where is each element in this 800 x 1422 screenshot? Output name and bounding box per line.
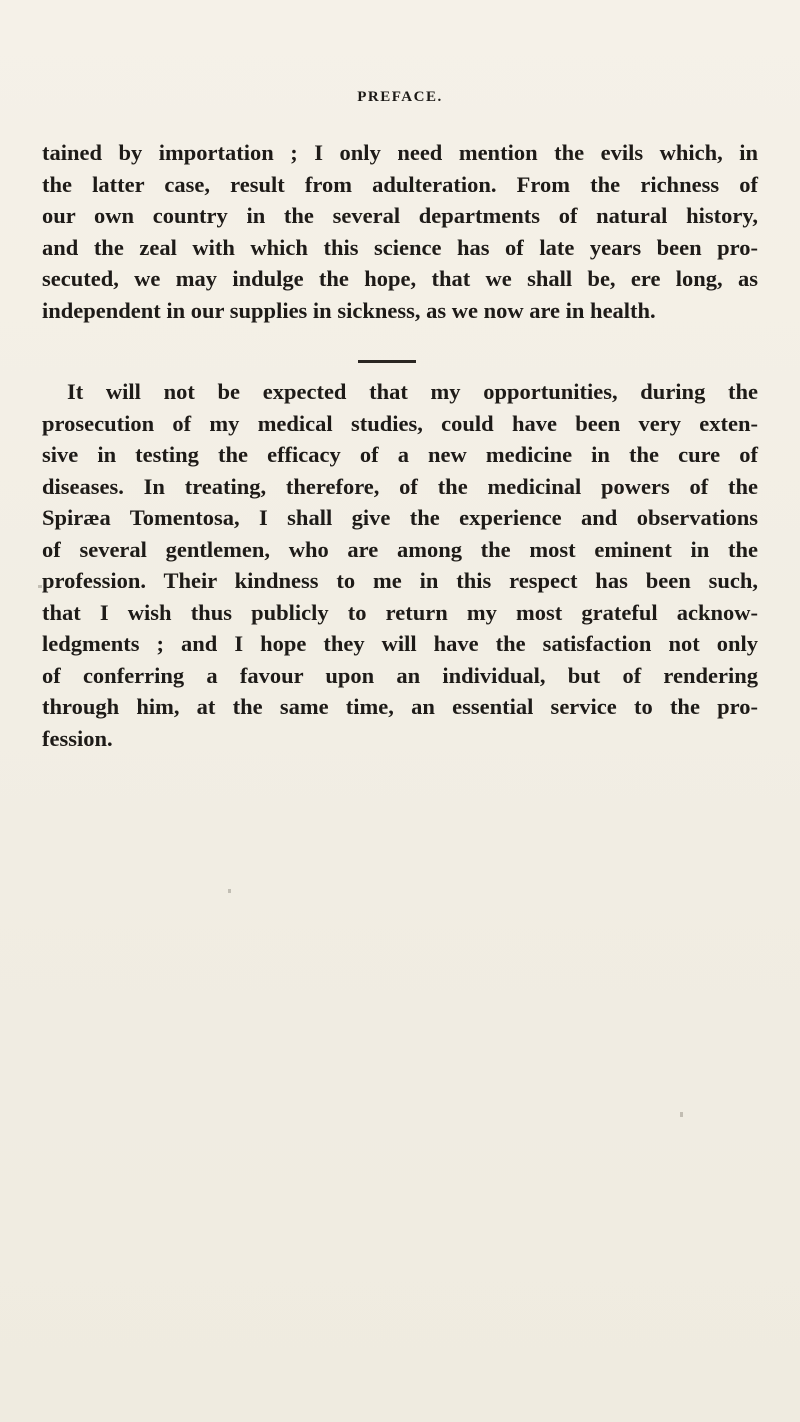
text-line: ledgments ; and I hope they will have the satisfaction not only — [42, 631, 758, 656]
text-line: independent in our supplies in sickness, as we now are in health. — [42, 297, 656, 323]
text-line: and the zeal with which this science has of late years been pro- — [42, 234, 758, 260]
text-line: secuted, we may indulge the hope, that we shall be, ere long, as — [42, 266, 758, 291]
paper-speck — [228, 889, 231, 893]
text-line: prosecution of my medical studies, could have been very exten- — [42, 410, 758, 436]
text-line: diseases. In treating, therefore, of the medicinal powers of the — [42, 473, 758, 499]
text-line: that I wish thus publicly to return my most grateful acknow- — [42, 599, 758, 625]
running-header: PREFACE. — [357, 89, 443, 105]
paper-speck — [38, 585, 42, 588]
text-line: profession. Their kindness to me in this respect has been such, — [42, 568, 758, 593]
text-line: of conferring a favour upon an individual, but of rendering — [42, 662, 758, 688]
text-line: of several gentlemen, who are among the most eminent in the — [42, 536, 758, 562]
text-line: fession. — [42, 725, 113, 751]
text-line: our own country in the several departments of natural history, — [42, 203, 758, 228]
paper-speck — [680, 1112, 683, 1117]
section-divider — [358, 360, 416, 363]
paragraph-2 — [42, 376, 758, 754]
text-line: through him, at the same time, an essential service to the pro- — [42, 694, 758, 719]
text-line: Spiræa Tomentosa, I shall give the experience and observations — [42, 505, 758, 530]
text-line: the latter case, result from adulteration. From the richness of — [42, 171, 758, 197]
text-line: sive in testing the efficacy of a new medicine in the cure of — [42, 442, 758, 467]
text-line: tained by importation ; I only need mention the evils which, in — [42, 140, 758, 165]
text-line: It will not be expected that my opportunities, during the — [67, 379, 758, 404]
paragraph-1 — [42, 137, 758, 326]
